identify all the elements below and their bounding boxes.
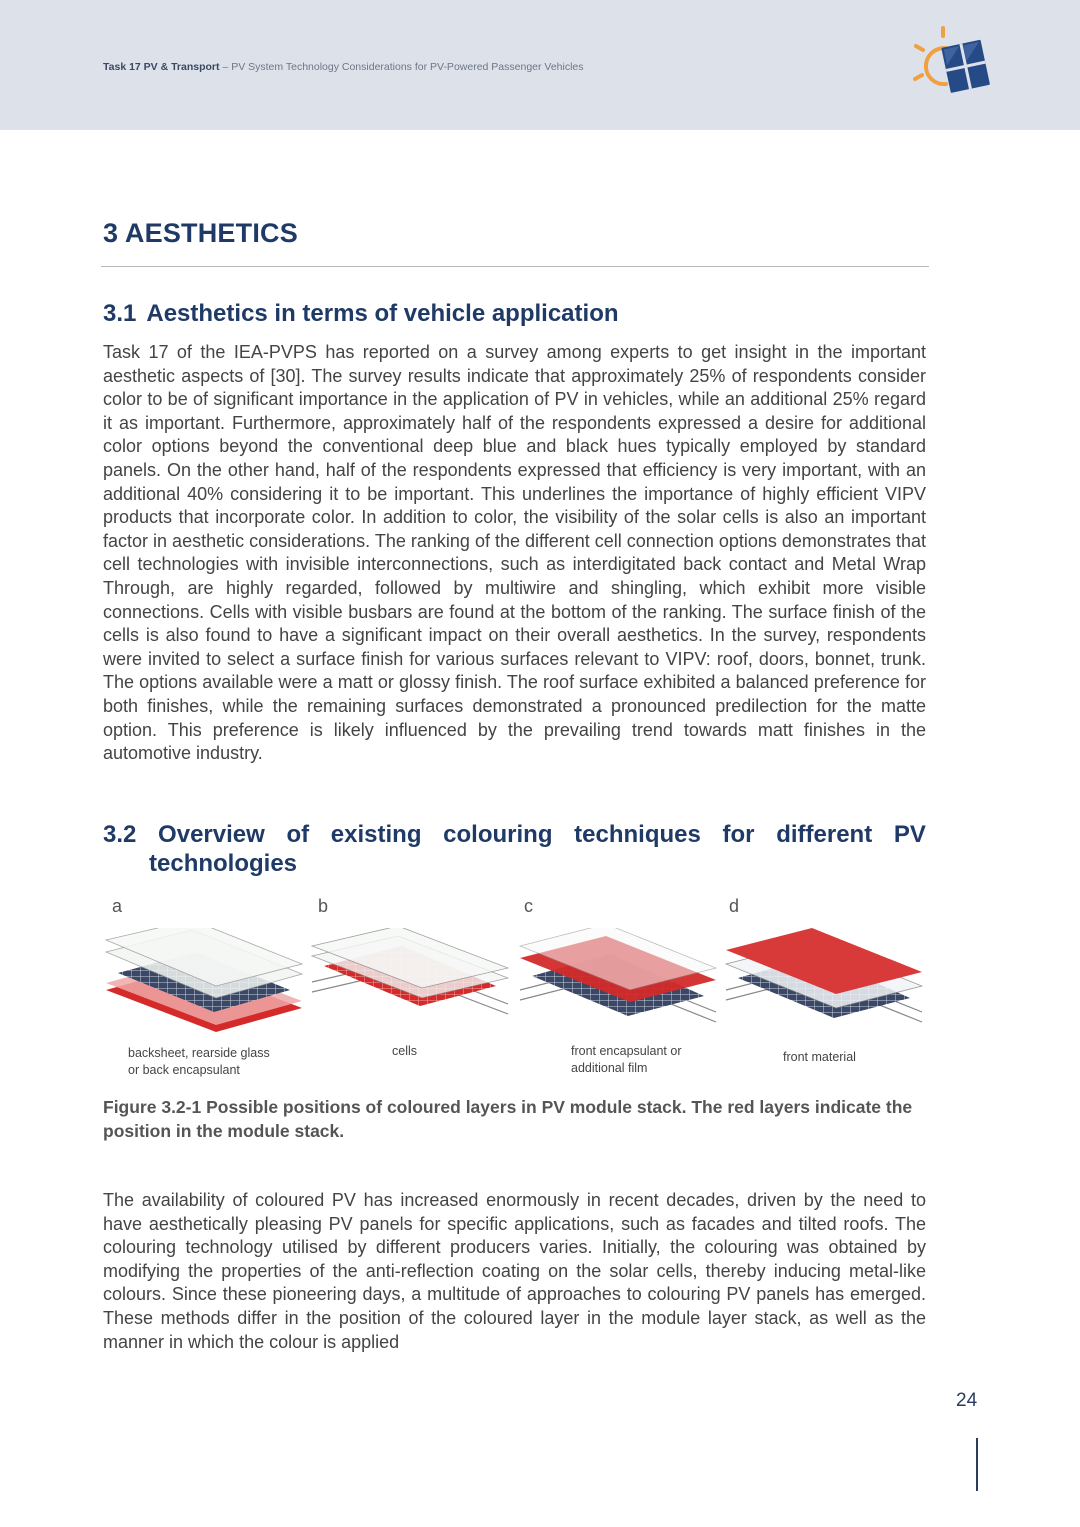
- running-head: [103, 61, 584, 73]
- section-heading: 3 AESTHETICS: [103, 218, 298, 248]
- subsection-heading-3-1: [103, 300, 619, 328]
- title-word: Overview: [158, 821, 265, 848]
- sun-and-solar-panel-icon: [906, 24, 1002, 112]
- figure-panel-letter: a: [112, 896, 123, 916]
- subsection-heading-3-2: [103, 820, 926, 878]
- title-word: colouring: [443, 821, 553, 848]
- figure-panel-label: [128, 1045, 270, 1079]
- subsection-title: Aesthetics in terms of vehicle application: [146, 300, 619, 327]
- page-marker-bar: [976, 1438, 978, 1491]
- figure-panel-label: [392, 1043, 417, 1060]
- label-line: front encapsulant or: [571, 1044, 682, 1058]
- subsection-number: 3.1: [103, 300, 137, 327]
- label-line: or back encapsulant: [128, 1063, 240, 1077]
- title-word: PV: [893, 821, 926, 848]
- label-line: additional film: [571, 1061, 648, 1075]
- running-head-title: – PV System Technology Considerations for PV-Powered Passenger Vehicles: [219, 61, 584, 73]
- figure-panel-label: [783, 1049, 856, 1066]
- figure-panel-letter: d: [729, 896, 740, 916]
- module-stack-diagram-b: [310, 928, 510, 1038]
- subsection-title-line2: technologies: [149, 850, 298, 877]
- figure-panel-letter: c: [524, 896, 533, 916]
- title-word: existing: [330, 821, 422, 848]
- section-divider: [101, 266, 929, 267]
- body-paragraph-colouring: The availability of coloured PV has increased enormously in recent decades, driven by the need to have aesthetically pleasing PV panels for specific applications, such as facades and tilted roofs. The colouring technology utilised by different producers varies. Initially, the colouring was obtained by modifying the properties of the anti-reflection coating on the solar cells, thereby inducing metal-like colours. Since these pioneering days, a multitude of approaches to colouring PV panels has emerged. These methods differ in the position of the coloured layer in the module layer stack, as well as the manner in which the colour is applied: [103, 1190, 926, 1352]
- subsection-title-line1: [103, 820, 926, 849]
- page-number: 24: [956, 1390, 978, 1411]
- subsection-number: 3.2: [103, 821, 137, 848]
- title-word: different: [776, 821, 873, 848]
- figure-panel-label: [571, 1043, 682, 1077]
- figure-panel-letter: b: [318, 896, 329, 916]
- module-stack-diagram-d: [724, 928, 924, 1038]
- label-line: front material: [783, 1050, 856, 1064]
- module-stack-diagram-a: [104, 928, 304, 1038]
- module-stack-diagram-c: [518, 928, 718, 1038]
- figure-caption: Figure 3.2-1 Possible positions of coloured layers in PV module stack. The red layers indicate the position in the module stack.: [103, 1097, 913, 1141]
- title-word: techniques: [574, 821, 701, 848]
- label-line: backsheet, rearside glass: [128, 1046, 270, 1060]
- label-line: cells: [392, 1044, 418, 1058]
- body-paragraph-aesthetics: Task 17 of the IEA-PVPS has reported on a survey among experts to get insight in the important aesthetic aspects of [30]. The survey results indicate that approximately 25% of respondents consider color to be of significant importance in the application of PV in vehicles, while an additional 25% regard it as important. Furthermore, approximately half of the respondents expressed a desire for additional color options beyond the conventional deep blue and black hues typically employed by standard panels. On the other hand, half of the respondents expressed that efficiency is very important, with an additional 40% considering it to be important. This underlines the importance of highly efficient VIPV products that incorporate color. In addition to color, the visibility of the solar cells is also an important factor in aesthetic considerations. The ranking of the different cell connection options demonstrates that cell technologies with invisible interconnections, such as interdigitated back contact and Metal Wrap Through, are highly regarded, followed by multiwire and shingling, which exhibit more visible connections. Cells with visible busbars are found at the bottom of the ranking. The surface finish of the cells is also found to have a significant impact on their overall aesthetics. In the survey, respondents were invited to select a surface finish for various surfaces relevant to VIPV: roof, doors, bonnet, trunk. The options available were a matt or glossy finish. The roof surface exhibited a balanced preference for both finishes, while the remaining surfaces demonstrated a pronounced predilection for the matte option. This preference is likely influenced by the prevailing trend towards matt finishes in the automotive industry.: [103, 342, 926, 764]
- running-head-project: Task 17 PV & Transport: [103, 61, 220, 73]
- title-word: of: [286, 821, 310, 848]
- title-word: for: [722, 821, 755, 848]
